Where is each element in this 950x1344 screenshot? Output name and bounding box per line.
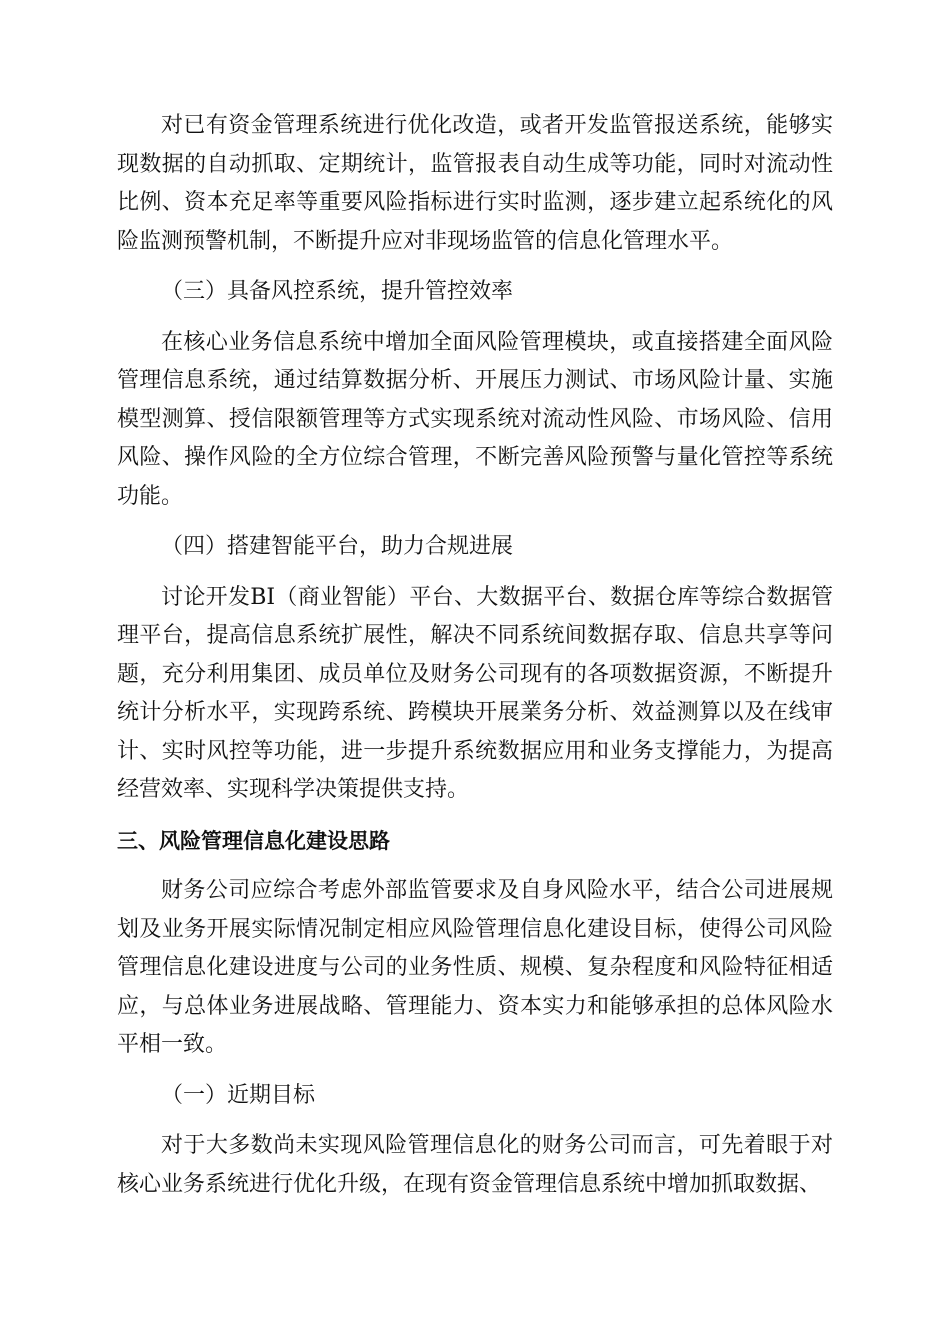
spacer [117, 261, 833, 273]
spacer [117, 1065, 833, 1077]
document-page [117, 107, 833, 1204]
subheading-risk-control-system: （三）具备风控系统，提升管控效率 [161, 279, 514, 304]
spacer [117, 860, 833, 872]
section-heading-risk-informatization: 三、风险管理信息化建设思路 [117, 828, 390, 853]
spacer [117, 1115, 833, 1127]
spacer [117, 516, 833, 528]
paragraph-near-term-detail: 对于大多数尚未实现风险管理信息化的财务公司而言，可先着眼于对核心业务系统进行优化升级，在现有资金管理信息系统中增加抓取数据、 [117, 1133, 833, 1197]
subheading-near-term-goals: （一）近期目标 [161, 1082, 316, 1108]
paragraph-risk-module: 在核心业务信息系统中增加全面风险管理模块，或直接搭建全面风险管理信息系统，通过结算数据分析、开展压力测试、市场风险计量、实施模型测算、授信限额管理等方式实现系统对流动性风险、市场风险、信用风险、操作风险的全方位综合管理，不断完善风险预警与量化管控等系统功能。 [117, 329, 833, 509]
spacer [117, 567, 833, 579]
paragraph-monitoring-system: 对已有资金管理系统进行优化改造，或者开发监管报送系统，能够实现数据的自动抓取、定期统计，监管报表自动生成等功能，同时对流动性比例、资本充足率等重要风险指标进行实时监测，逐步建立起系统化的风险监测预警机制，不断提升应对非现场监管的信息化管理水平。 [117, 113, 833, 254]
subheading-smart-platform: （四）搭建智能平台，助力合规进展 [161, 534, 514, 559]
paragraph-construction-goals: 财务公司应综合考虑外部监管要求及自身风险水平，结合公司进展规划及业务开展实际情况制定相应风险管理信息化建设目标，使得公司风险管理信息化建设进度与公司的业务性质、规模、复杂程度和风险特征相适应，与总体业务进展战略、管理能力、资本实力和能够承担的总体风险水平相一致。 [117, 878, 833, 1057]
spacer [117, 312, 833, 324]
paragraph-bi-platform: 讨论开发BI（商业智能）平台、大数据平台、数据仓库等综合数据管理平台，提高信息系统扩展性，解决不同系统间数据存取、信息共享等问题，充分利用集团、成员单位及财务公司现有的各项数据资源，不断提升统计分析水平，实现跨系统、跨模块开展業务分析、效益测算以及在线审计、实时风控等功能，进一步提升系统数据应用和业务支撑能力，为提高经营效率、实现科学决策提供支持。 [117, 584, 833, 802]
spacer [117, 810, 833, 822]
